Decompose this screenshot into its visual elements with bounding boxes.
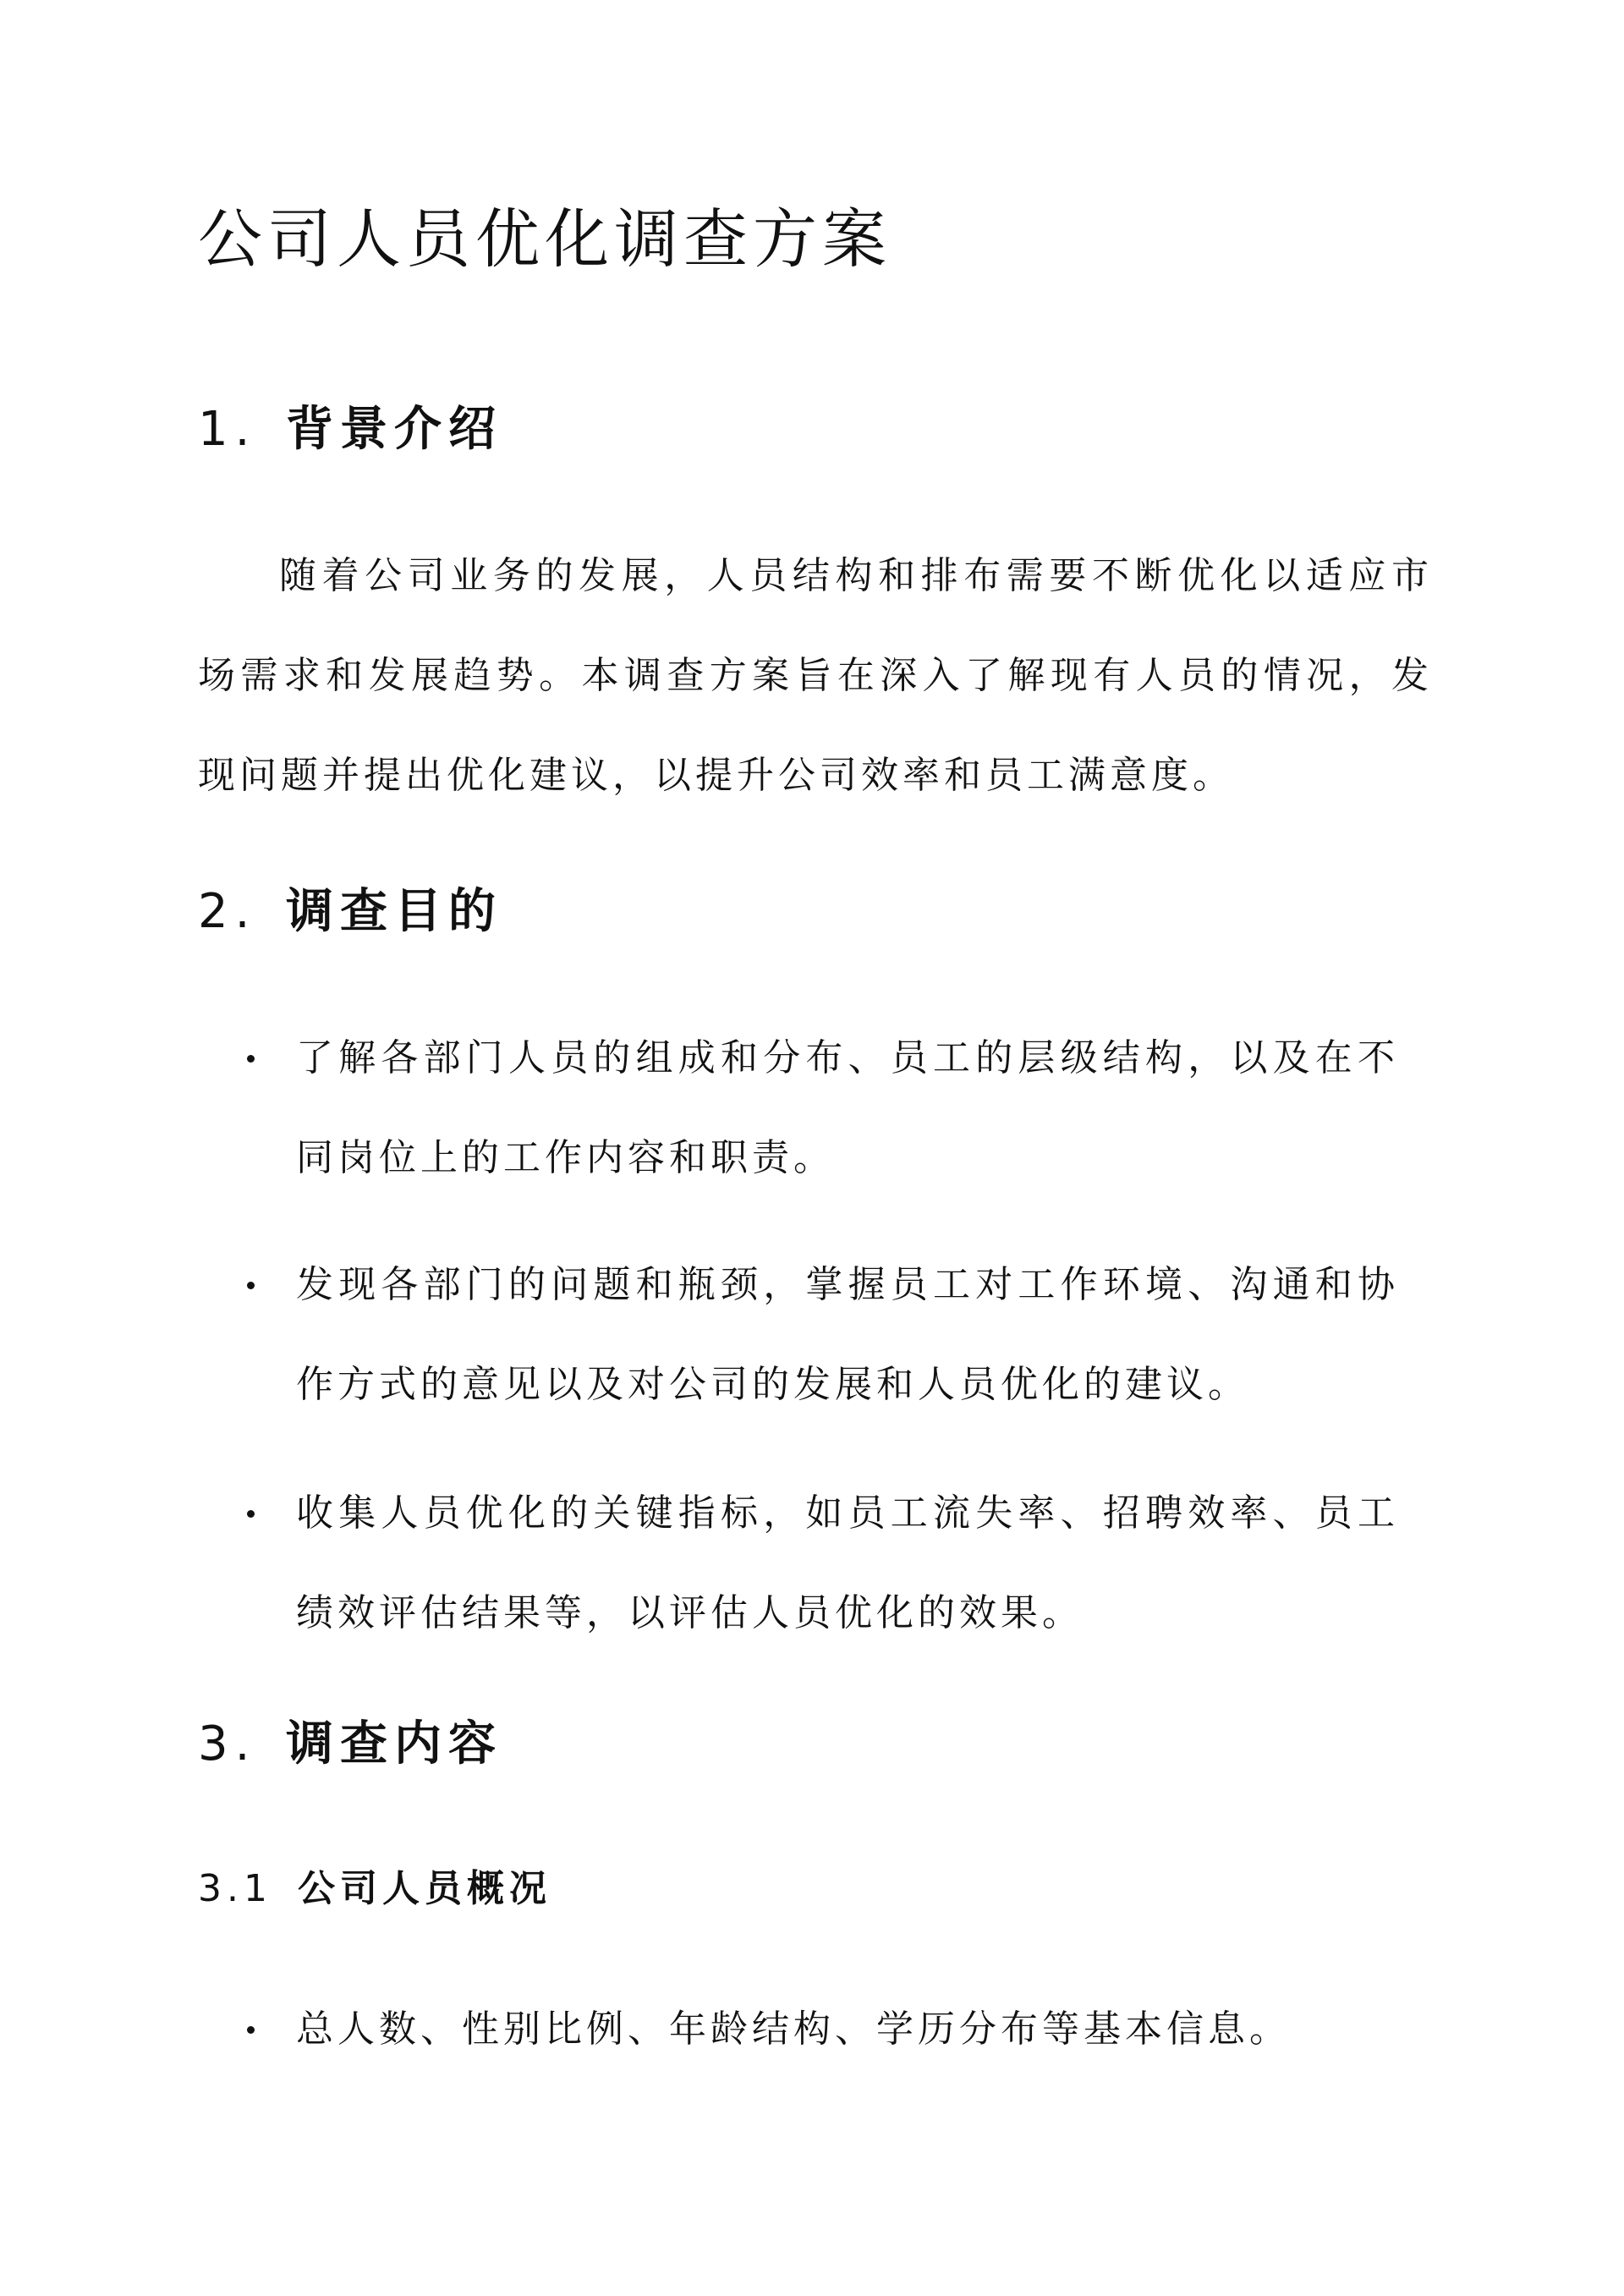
document-title: 公司人员优化调查方案 <box>198 201 892 277</box>
list-item <box>198 1235 1399 1435</box>
section-title: 调查目的 <box>286 884 502 939</box>
bullet-dot-icon <box>247 2026 255 2034</box>
list-item <box>198 1464 1399 1663</box>
section-title: 调查内容 <box>286 1717 502 1771</box>
list-item-text: 发现各部门的问题和瓶颈，掌握员工对工作环境、沟通和协作方式的意见以及对公司的发展和人员优化的建议。 <box>296 1263 1399 1406</box>
list-item <box>198 1980 1399 2079</box>
list-item-text: 总人数、性别比例、年龄结构、学历分布等基本信息。 <box>296 2008 1291 2051</box>
list-item-text: 收集人员优化的关键指标，如员工流失率、招聘效率、员工绩效评估结果等，以评估人员优化的效果。 <box>296 1491 1399 1634</box>
section-number: 1. <box>198 402 257 457</box>
subsection-number: 3.1 <box>198 1867 272 1910</box>
subsection-title: 公司人员概况 <box>298 1867 551 1910</box>
bullet-dot-icon <box>247 1510 255 1518</box>
list-item <box>198 1008 1399 1208</box>
bullet-dot-icon <box>247 1282 255 1289</box>
bullet-dot-icon <box>247 1055 255 1063</box>
section-heading-purpose <box>198 878 502 946</box>
background-paragraph: 随着公司业务的发展，人员结构和排布需要不断优化以适应市场需求和发展趋势。本调查方案旨在深入了解现有人员的情况，发现问题并提出优化建议，以提升公司效率和员工满意度。 <box>198 554 1433 797</box>
section-title: 背景介绍 <box>286 402 502 457</box>
section-number: 2. <box>198 884 257 939</box>
list-item-text: 了解各部门人员的组成和分布、员工的层级结构，以及在不同岗位上的工作内容和职责。 <box>296 1036 1399 1179</box>
subsection-heading-overview <box>198 1859 551 1919</box>
section-heading-background <box>198 396 502 464</box>
section-heading-content <box>198 1711 502 1778</box>
section-number: 3. <box>198 1717 257 1771</box>
